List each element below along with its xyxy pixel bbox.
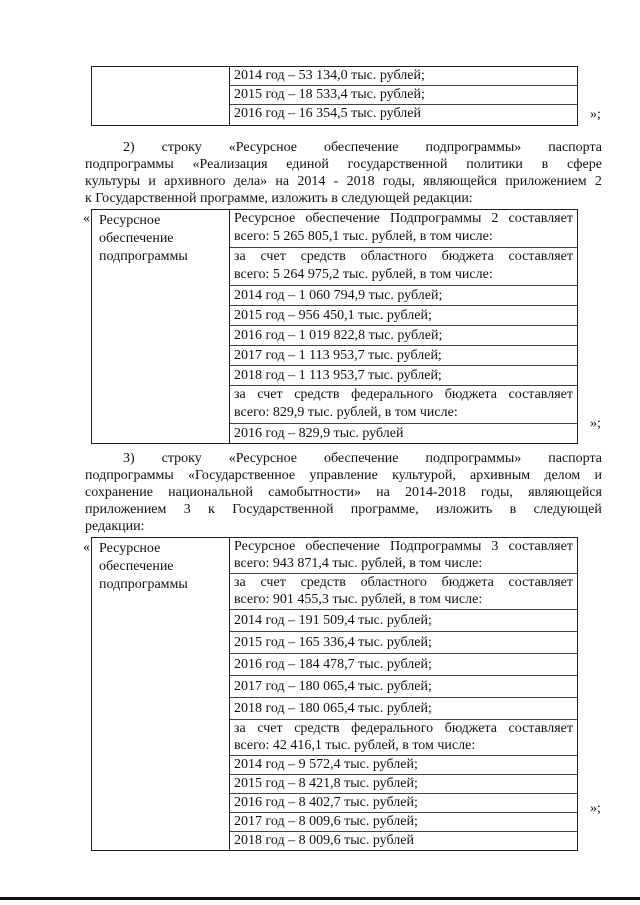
word: самобытности» xyxy=(268,485,361,500)
word: за xyxy=(234,387,246,402)
s2-year-line: 2016 год – 829,9 тыс. рублей xyxy=(234,426,404,441)
word: национальной xyxy=(168,485,254,500)
section2-para-line-3 xyxy=(85,173,602,190)
section3-para-line-3 xyxy=(85,484,602,501)
word: обеспечение xyxy=(305,211,380,226)
s2-year-line: 2016 год – 1 019 822,8 тыс. рублей; xyxy=(230,326,577,346)
section3-para-line-4 xyxy=(85,501,602,518)
label-line: Ресурсное xyxy=(99,541,161,556)
section2-para-line-4: к Государственной программе, изложить в следующей редакции: xyxy=(85,191,473,206)
section3-table xyxy=(91,537,578,851)
word: на xyxy=(376,485,390,500)
s3-year-line: 2017 год – 180 065,4 тыс. рублей; xyxy=(230,676,577,698)
section3-number: 3) xyxy=(123,451,135,466)
word: бюджета xyxy=(444,721,497,736)
word: изложить xyxy=(435,502,493,517)
word: «Государственное xyxy=(188,468,296,483)
word: годы, xyxy=(480,485,513,500)
word: подпрограммы xyxy=(85,468,174,483)
top-table-left-cell xyxy=(92,67,230,126)
top-line-3: 2016 год – 16 354,5 тыс. рублей xyxy=(234,106,421,121)
word: составляет xyxy=(508,721,573,736)
word: федерального xyxy=(351,721,434,736)
s2-year-line: 2014 год – 1 060 794,9 тыс. рублей; xyxy=(230,286,577,306)
word: в xyxy=(541,157,549,172)
top-table xyxy=(91,66,578,126)
cell-text: всего: 5 265 805,1 тыс. рублей, в том числе: xyxy=(234,229,493,244)
word: приложением xyxy=(85,502,167,517)
section3-paragraph xyxy=(85,450,602,535)
word: счет xyxy=(260,249,286,264)
s3-year-line: 2016 год – 184 478,7 тыс. рублей; xyxy=(230,654,577,676)
word: бюджета xyxy=(441,249,494,264)
word: культуры xyxy=(85,174,141,189)
word: паспорта xyxy=(548,140,602,155)
word: сфере xyxy=(567,157,602,172)
word: составляет xyxy=(508,539,573,554)
word: - xyxy=(333,174,339,189)
section3-label-cell xyxy=(92,538,230,851)
word: являющейся xyxy=(423,174,497,189)
section2-label-cell xyxy=(92,210,230,444)
top-closing-quote: »; xyxy=(590,107,601,122)
word: подпрограммы xyxy=(85,157,174,172)
cell-text: всего: 42 416,1 тыс. рублей, в том числе: xyxy=(234,738,476,753)
word: «Реализация xyxy=(192,157,268,172)
word: сохранение xyxy=(85,485,153,500)
word: обеспечение xyxy=(323,451,399,466)
section2-closing-quote: »; xyxy=(590,416,601,431)
word: подпрограммы» xyxy=(425,451,522,466)
label-line: подпрограммы xyxy=(99,249,188,264)
s2-cell-regional xyxy=(230,248,577,286)
word: делом xyxy=(544,468,581,483)
word: 2 xyxy=(491,211,499,226)
word: программе, xyxy=(350,502,419,517)
section3-value-cell xyxy=(230,538,578,851)
word: дела» xyxy=(233,174,268,189)
section2-table xyxy=(91,209,578,444)
word: архивным xyxy=(470,468,531,483)
word: счет xyxy=(257,387,283,402)
word: обеспечение xyxy=(323,140,399,155)
top-line-2: 2015 год – 18 533,4 тыс. рублей; xyxy=(230,86,577,105)
word: 3 xyxy=(491,539,499,554)
s2-cell-federal xyxy=(230,386,577,424)
s3-year-line: 2016 год – 8 402,7 тыс. рублей; xyxy=(230,794,577,813)
s3-cell-regional xyxy=(230,574,577,610)
s3-cell-federal xyxy=(230,720,577,756)
s2-year-line: 2017 год – 1 113 953,7 тыс. рублей; xyxy=(230,346,577,366)
word: составляет xyxy=(508,387,573,402)
top-line-1: 2014 год – 53 134,0 тыс. рублей; xyxy=(230,67,577,86)
word: государственной xyxy=(347,157,448,172)
section2-open-quote: « xyxy=(83,211,90,226)
word: Ресурсное xyxy=(234,211,296,226)
section3-closing-quote: »; xyxy=(590,801,601,816)
label-line: обеспечение xyxy=(99,231,174,246)
word: областного xyxy=(360,575,427,590)
section2-number: 2) xyxy=(123,140,135,155)
word: бюджета xyxy=(444,387,497,402)
word: управление xyxy=(309,468,378,483)
word: Подпрограммы xyxy=(389,539,482,554)
word: средств xyxy=(300,249,346,264)
s3-year-line: 2018 год – 8 009,6 тыс. рублей xyxy=(234,833,414,848)
word: счет xyxy=(257,721,283,736)
word: составляет xyxy=(508,575,573,590)
s3-year-line: 2014 год – 191 509,4 тыс. рублей; xyxy=(230,610,577,632)
word: подпрограммы» xyxy=(425,140,522,155)
word: строку xyxy=(161,140,202,155)
word: за xyxy=(234,575,246,590)
word: средств xyxy=(294,387,340,402)
word: средств xyxy=(294,721,340,736)
word: и xyxy=(148,174,156,189)
cell-text: всего: 943 871,4 тыс. рублей, в том числе: xyxy=(234,556,483,571)
word: 2014-2018 xyxy=(405,485,466,500)
word: следующей xyxy=(533,502,602,517)
word: и xyxy=(594,468,602,483)
section3-para-line-2 xyxy=(85,467,602,484)
word: 2 xyxy=(594,174,602,189)
section2-paragraph xyxy=(85,139,602,207)
word: 3 xyxy=(183,502,191,517)
word: составляет xyxy=(508,249,573,264)
s3-year-line: 2017 год – 8 009,6 тыс. рублей; xyxy=(230,813,577,832)
word: к xyxy=(208,502,215,517)
word: единой xyxy=(286,157,329,172)
cell-text: всего: 5 264 975,2 тыс. рублей, в том числе: xyxy=(234,267,493,282)
word: за xyxy=(234,721,246,736)
word: Государственной xyxy=(232,502,334,517)
section3-open-quote: « xyxy=(83,540,90,555)
word: составляет xyxy=(508,211,573,226)
s3-year-line: 2014 год – 9 572,4 тыс. рублей; xyxy=(230,756,577,775)
label-line: Ресурсное xyxy=(99,213,161,228)
word: Ресурсное xyxy=(234,539,296,554)
s3-year-line: 2015 год – 165 336,4 тыс. рублей; xyxy=(230,632,577,654)
scan-edge-line xyxy=(0,897,640,900)
cell-text: всего: 901 455,3 тыс. рублей, в том числе: xyxy=(234,592,483,607)
s2-cell-total xyxy=(230,210,577,248)
section3-para-line-5: редакции: xyxy=(85,519,145,534)
word: «Ресурсное xyxy=(228,140,298,155)
word: на xyxy=(275,174,290,189)
word: годы, xyxy=(382,174,415,189)
section2-para-line-2 xyxy=(85,156,602,173)
word: приложением xyxy=(505,174,587,189)
label-line: обеспечение xyxy=(99,559,174,574)
label-line: подпрограммы xyxy=(99,577,188,592)
word: строку xyxy=(161,451,202,466)
word: 2018 xyxy=(346,174,375,189)
word: «Ресурсное xyxy=(228,451,298,466)
word: являющейся xyxy=(528,485,602,500)
s3-year-line: 2018 год – 180 065,4 тыс. рублей; xyxy=(230,698,577,720)
section2-para-line-1 xyxy=(85,139,602,156)
word: федерального xyxy=(351,387,434,402)
word: областного xyxy=(360,249,427,264)
word: политики xyxy=(466,157,523,172)
top-table-right-cell xyxy=(230,67,578,126)
s3-year-line: 2015 год – 8 421,8 тыс. рублей; xyxy=(230,775,577,794)
word: счет xyxy=(260,575,286,590)
s3-cell-total xyxy=(230,538,577,574)
s2-year-line: 2015 год – 956 450,1 тыс. рублей; xyxy=(230,306,577,326)
word: за xyxy=(234,249,246,264)
word: средств xyxy=(300,575,346,590)
word: паспорта xyxy=(548,451,602,466)
word: архивного xyxy=(164,174,226,189)
section2-value-cell xyxy=(230,210,578,444)
word: в xyxy=(509,502,517,517)
section3-para-line-1 xyxy=(85,450,602,467)
word: бюджета xyxy=(441,575,494,590)
s2-year-line: 2018 год – 1 113 953,7 тыс. рублей; xyxy=(230,366,577,386)
word: культурой, xyxy=(392,468,456,483)
word: Подпрограммы xyxy=(389,211,482,226)
word: обеспечение xyxy=(305,539,380,554)
cell-text: всего: 829,9 тыс. рублей, в том числе: xyxy=(234,405,458,420)
word: 2014 xyxy=(297,174,326,189)
